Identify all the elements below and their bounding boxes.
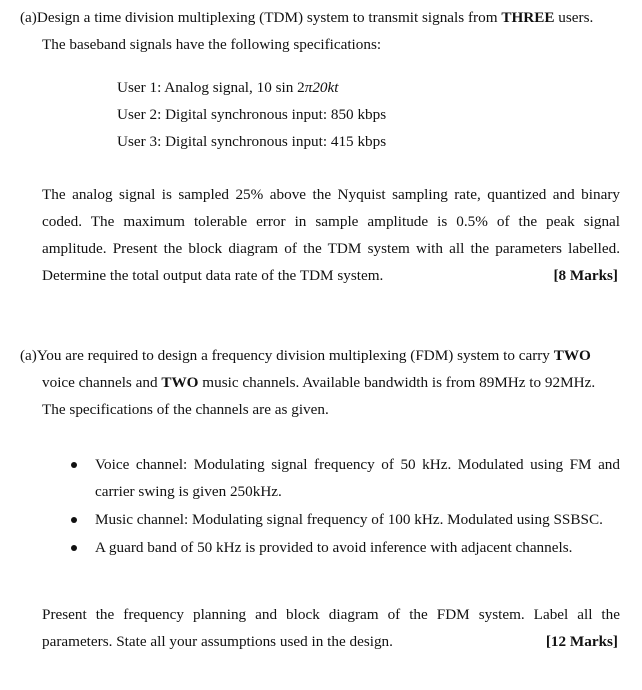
- q1-para-line1: The analog signal is sampled 25% above the Nyquist sampling rate, quantized and binary: [42, 186, 620, 203]
- q1-user1-math: π20kt: [304, 79, 339, 96]
- q2-intro-line1: [20, 346, 591, 366]
- q2-intro-text: (a)You are required to design a frequency division multiplexing (FDM) system to carry: [20, 347, 554, 364]
- q2-para-line1: Present the frequency planning and block diagram of the FDM system. Label all the: [42, 606, 620, 623]
- q2-intro-line3: The specifications of the channels are as given.: [42, 401, 329, 418]
- q2-intro-bold2: TWO: [161, 374, 199, 391]
- q1-intro-line2: The baseband signals have the following specifications:: [42, 36, 382, 53]
- q1-user1: [117, 78, 339, 98]
- q2-intro-l2-text: voice channels and: [42, 374, 162, 391]
- q2-marks: [12 Marks]: [545, 633, 618, 650]
- bullet-dot-3: [71, 545, 77, 551]
- q1-user3: User 3: Digital synchronous input: 415 kbps: [117, 133, 387, 150]
- bullet-dot-2: [71, 517, 77, 523]
- q1-marks: [8 Marks]: [553, 267, 618, 284]
- q2-bullet1-line1: Voice channel: Modulating signal frequency of 50 kHz. Modulated using FM and: [95, 456, 620, 473]
- q1-intro-bold: THREE: [501, 9, 555, 26]
- q1-intro-text: (a)Design a time division multiplexing (TDM) system to transmit signals from: [20, 9, 502, 26]
- q2-intro-line2: [42, 373, 595, 393]
- q1-user1-text: User 1: Analog signal, 10 sin 2: [117, 79, 305, 96]
- q1-intro-end: users.: [554, 9, 594, 26]
- q2-intro-l2-end: music channels. Available bandwidth is from 89MHz to 92MHz.: [198, 374, 596, 391]
- q1-para-line3: amplitude. Present the block diagram of the TDM system with all the parameters labelled.: [42, 240, 620, 257]
- q1-para-line2: coded. The maximum tolerable error in sample amplitude is 0.5% of the peak signal: [42, 213, 620, 230]
- q2-bullet3: A guard band of 50 kHz is provided to avoid inference with adjacent channels.: [95, 539, 573, 556]
- q1-para-line4: Determine the total output data rate of the TDM system.: [42, 267, 384, 284]
- q2-intro-bold1: TWO: [553, 347, 591, 364]
- bullet-dot-1: [71, 462, 77, 468]
- q2-bullet2: Music channel: Modulating signal frequency of 100 kHz. Modulated using SSBSC.: [95, 511, 603, 528]
- q1-user2: User 2: Digital synchronous input: 850 kbps: [117, 106, 387, 123]
- q1-intro-line1: [20, 8, 593, 28]
- q2-para-line2: parameters. State all your assumptions used in the design.: [42, 633, 393, 650]
- q2-bullet1-line2: carrier swing is given 250kHz.: [95, 483, 282, 500]
